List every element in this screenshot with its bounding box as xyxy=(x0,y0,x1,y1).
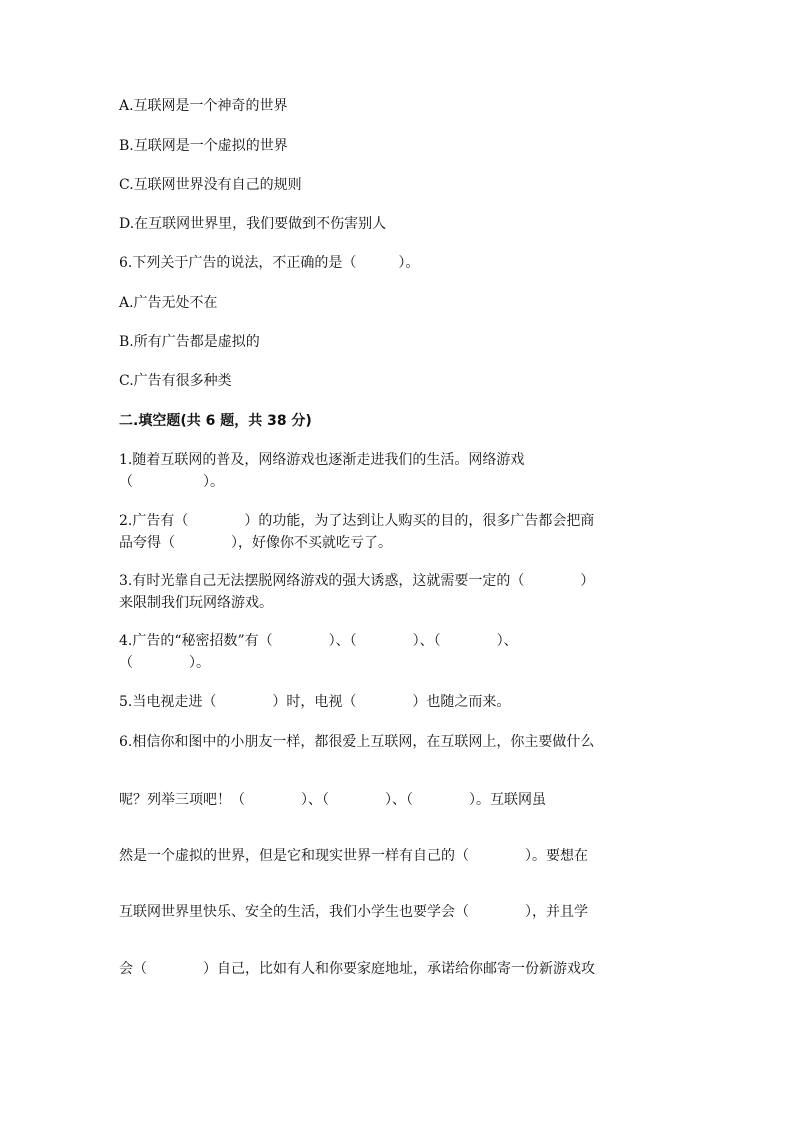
option-c-q6: C.广告有很多种类 xyxy=(119,373,232,389)
fill-q4-line1: 4.广告的“秘密招数”有（ ）、（ ）、（ ）、 xyxy=(119,633,518,649)
fill-q6-line5: 会（ ）自己，比如有人和你要家庭地址，承诺给你邮寄一份新游戏攻 xyxy=(119,961,595,977)
fill-q3-line2: 来限制我们玩网络游戏。 xyxy=(119,595,273,611)
fill-q5: 5.当电视走进（ ）时，电视（ ）也随之而来。 xyxy=(119,694,511,710)
fill-q3-line1: 3.有时光靠自己无法摆脱网络游戏的强大诱惑，这就需要一定的（ ） xyxy=(119,573,595,589)
fill-q6-line4: 互联网世界里快乐、安全的生活，我们小学生也要学会（ ），并且学 xyxy=(119,904,588,920)
option-a-q6: A.广告无处不在 xyxy=(119,295,218,311)
fill-q6-line2: 呢？列举三项吧！（ ）、（ ）、（ ）。互联网虽 xyxy=(119,792,546,808)
option-b-q6: B.所有广告都是虚拟的 xyxy=(119,334,260,350)
fill-q1-line1: 1.随着互联网的普及，网络游戏也逐渐走进我们的生活。网络游戏 xyxy=(119,452,525,468)
option-c-q5: C.互联网世界没有自己的规则 xyxy=(119,177,302,193)
fill-q6-line3: 然是一个虚拟的世界，但是它和现实世界一样有自己的（ ）。要想在 xyxy=(119,848,588,864)
fill-q6-line1: 6.相信你和图中的小朋友一样，都很爱上互联网，在互联网上，你主要做什么 xyxy=(119,734,595,750)
fill-q4-line2: （ ）。 xyxy=(119,655,210,671)
option-a-q5: A.互联网是一个神奇的世界 xyxy=(119,98,288,114)
fill-q1-line2: （ ）。 xyxy=(119,474,224,490)
option-d-q5: D.在互联网世界里，我们要做到不伤害别人 xyxy=(119,216,387,232)
question-6-stem: 6.下列关于广告的说法，不正确的是（ ）。 xyxy=(119,255,420,271)
fill-q2-line2: 品夸得（ ），好像你不买就吃亏了。 xyxy=(119,535,392,551)
option-b-q5: B.互联网是一个虚拟的世界 xyxy=(119,138,288,154)
fill-q2-line1: 2.广告有（ ）的功能，为了达到让人购买的目的，很多广告都会把商 xyxy=(119,513,595,529)
section-heading-fill-in: 二.填空题(共 6 题，共 38 分) xyxy=(119,413,312,429)
